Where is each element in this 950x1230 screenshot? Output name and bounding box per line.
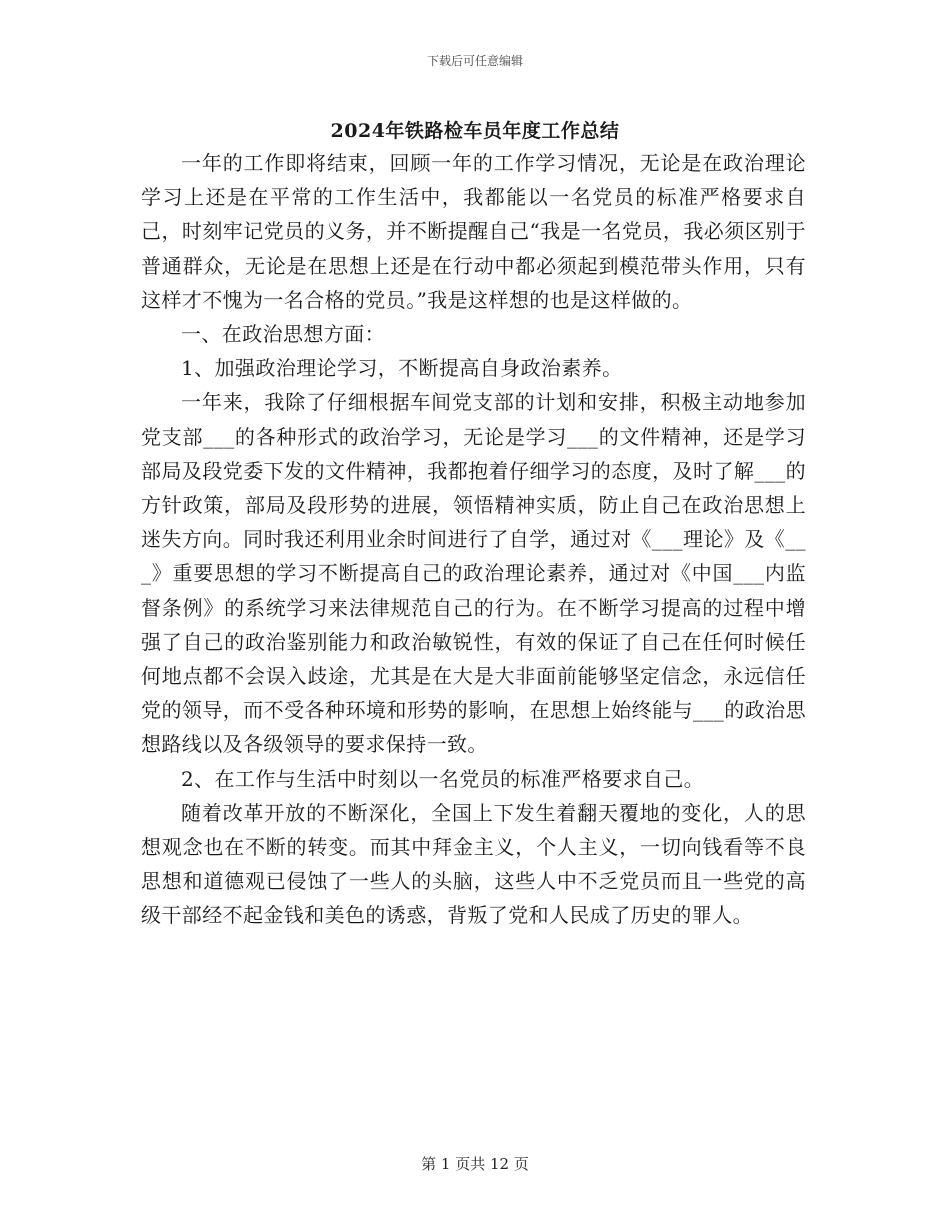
document-body — [141, 146, 806, 933]
subheading-party-standard: 2、在工作与生活中时刻以一名党员的标准严格要求自己。 — [181, 766, 705, 791]
page-header-note: 下载后可任意编辑 — [426, 54, 523, 68]
paragraph-intro: 一年的工作即将结束，回顾一年的工作学习情况，无论是在政治理论学习上还是在平常的工作生活中，我都能以一名党员的标准严格要求自己，时刻牢记党员的义务，并不断提醒自己“我是一名党员，我必须区别于普通群众，无论是在思想上还是在行动中都必须起到模范带头作用，只有这样才不愧为一名合格的党员。”我是这样想的也是这样做的。 — [141, 151, 806, 312]
paragraph-reform: 随着改革开放的不断深化，全国上下发生着翻天覆地的变化，人的思想观念也在不断的转变。而其中拜金主义，个人主义，一切向钱看等不良思想和道德观已侵蚀了一些人的头脑，这些人中不乏党员而且一些党的高级干部经不起金钱和美色的诱惑，背叛了党和人民成了历史的罪人。 — [141, 800, 806, 928]
section-heading-political: 一、在政治思想方面： — [181, 322, 385, 347]
page-number-footer: 第 1 页共 12 页 — [421, 1155, 529, 1173]
subheading-theory-study: 1、加强政治理论学习，不断提高自身政治素养。 — [181, 356, 623, 381]
paragraph-theory-study: 一年来，我除了仔细根据车间党支部的计划和安排，积极主动地参加党支部___的各种形式的政治学习，无论是学习___的文件精神，还是学习部局及段党委下发的文件精神，我都抱着仔细学习的态度，及时了解___的方针政策，部局及段形势的进展，领悟精神实质，防止自己在政治思想上迷失方向。同时我还利用业余时间进行了自学，通过对《___理论》及《___》重要思想的学习不断提高自己的政治理论素养，通过对《中国___内监督条例》的系统学习来法律规范自己的行为。在不断学习提高的过程中增强了自己的政治鉴别能力和政治敏锐性，有效的保证了自己在任何时候任何地点都不会误入歧途，尤其是在大是大非面前能够坚定信念，永远信任党的领导，而不受各种环境和形势的影响，在思想上始终能与___的政治思想路线以及各级领导的要求保持一致。 — [141, 390, 806, 757]
document-title: 2024年铁路检车员年度工作总结 — [330, 120, 620, 142]
